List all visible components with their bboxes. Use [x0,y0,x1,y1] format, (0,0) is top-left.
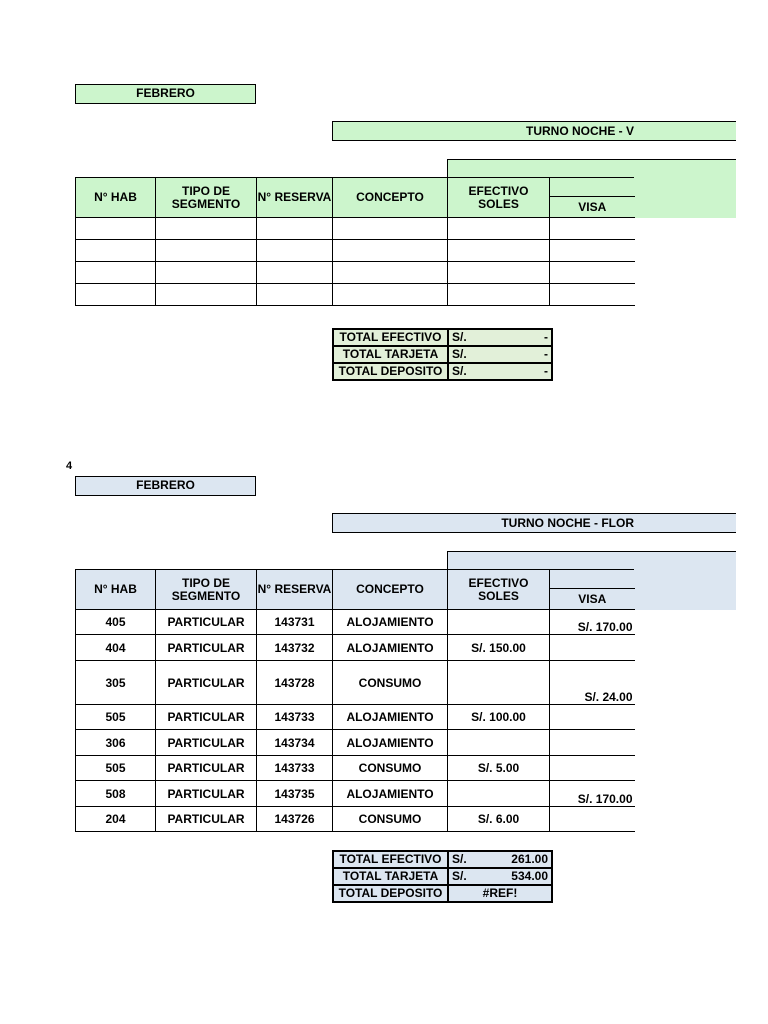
cell-hab [76,284,156,306]
cell-hab [76,240,156,262]
cell-visa [550,756,635,781]
cell-hab: 508 [76,781,156,807]
table-row [76,705,635,730]
header-visa: VISA [550,197,635,218]
cell-efectivo: S/. 5.00 [448,756,550,781]
total-row [333,885,552,902]
table-row [76,262,635,284]
cell-efectivo [448,240,550,262]
total-amount: - [544,364,548,378]
header-efectivo: EFECTIVO SOLES [448,178,550,218]
total-value [448,868,552,885]
cell-concepto: CONSUMO [333,661,448,705]
cell-tipo: PARTICULAR [156,610,257,635]
total-label: TOTAL TARJETA [333,868,448,885]
cell-reserva: 143734 [257,730,333,756]
cell-tipo: PARTICULAR [156,756,257,781]
header-hab: N° HAB [76,178,156,218]
cell-concepto [333,284,448,306]
header-reserva: N° RESERVA [257,178,333,218]
cell-concepto [333,240,448,262]
total-currency: S/. [452,364,467,378]
table-row [76,284,635,306]
cell-concepto: ALOJAMIENTO [333,705,448,730]
cell-concepto: ALOJAMIENTO [333,781,448,807]
cell-tipo: PARTICULAR [156,661,257,705]
cell-hab: 306 [76,730,156,756]
total-row [333,868,552,885]
cell-tipo: PARTICULAR [156,705,257,730]
cell-efectivo: S/. 6.00 [448,807,550,832]
total-label: TOTAL EFECTIVO [333,329,448,346]
turno-title: TURNO NOCHE - V [526,124,634,138]
cell-concepto [333,218,448,240]
header-tipo: TIPO DE SEGMENTO [156,570,257,610]
cell-tipo [156,284,257,306]
cell-visa [550,240,635,262]
cell-visa: S/. 170.00 [550,610,635,635]
cell-tipo [156,218,257,240]
total-amount: #REF! [482,886,518,900]
cell-hab: 505 [76,705,156,730]
cell-visa [550,807,635,832]
month-label: FEBRERO [75,476,256,496]
month-label: FEBRERO [75,84,256,104]
table-row [76,730,635,756]
cell-reserva: 143728 [257,661,333,705]
header-hab: N° HAB [76,570,156,610]
transactions-table [75,177,635,306]
cell-reserva: 143733 [257,705,333,730]
cell-efectivo [448,730,550,756]
cell-tipo: PARTICULAR [156,781,257,807]
turno-banner [332,121,736,141]
header-efectivo: EFECTIVO SOLES [448,570,550,610]
cell-reserva [257,262,333,284]
transactions-table [75,569,635,832]
total-label: TOTAL DEPOSITO [333,363,448,380]
cell-reserva [257,218,333,240]
cell-visa [550,284,635,306]
total-currency: S/. [452,347,467,361]
cell-tipo: PARTICULAR [156,730,257,756]
total-value [448,346,552,363]
cell-tipo: PARTICULAR [156,635,257,661]
cell-hab [76,262,156,284]
table-row [76,218,635,240]
totals-table [332,328,553,381]
total-label: TOTAL EFECTIVO [333,851,448,868]
table-row [76,635,635,661]
table-row [76,661,635,705]
table-row [76,240,635,262]
totals-table [332,850,553,903]
cell-hab: 204 [76,807,156,832]
total-currency: S/. [452,869,467,883]
cell-tipo [156,240,257,262]
cell-concepto: ALOJAMIENTO [333,730,448,756]
header-visa-top [550,570,635,589]
table-row [76,807,635,832]
cell-reserva: 143735 [257,781,333,807]
cell-concepto: ALOJAMIENTO [333,610,448,635]
cell-efectivo [448,781,550,807]
total-row [333,329,552,346]
header-tipo: TIPO DE SEGMENTO [156,178,257,218]
cell-visa [550,705,635,730]
page-number: 4 [66,460,73,472]
cell-efectivo [448,610,550,635]
table-row [76,781,635,807]
cell-hab [76,218,156,240]
cell-reserva: 143733 [257,756,333,781]
cell-efectivo: S/. 150.00 [448,635,550,661]
cell-efectivo [448,218,550,240]
header-visa: VISA [550,589,635,610]
total-value [448,363,552,380]
cell-efectivo [448,262,550,284]
total-value [448,851,552,868]
total-value [448,329,552,346]
header-reserva: N° RESERVA [257,570,333,610]
cell-visa [550,635,635,661]
turno-banner [332,513,736,533]
total-amount: 261.00 [511,852,548,866]
cell-efectivo [448,661,550,705]
total-value [448,885,552,902]
total-row [333,851,552,868]
header-concepto: CONCEPTO [333,178,448,218]
cell-visa [550,262,635,284]
cell-reserva: 143732 [257,635,333,661]
cell-efectivo [448,284,550,306]
cell-visa: S/. 170.00 [550,781,635,807]
cell-reserva: 143731 [257,610,333,635]
total-amount: - [544,347,548,361]
total-row [333,346,552,363]
total-row [333,363,552,380]
cell-visa [550,218,635,240]
cell-hab: 405 [76,610,156,635]
header-concepto: CONCEPTO [333,570,448,610]
cell-concepto [333,262,448,284]
table-row [76,610,635,635]
header-visa-top [550,178,635,197]
total-label: TOTAL DEPOSITO [333,885,448,902]
cell-concepto: ALOJAMIENTO [333,635,448,661]
cell-reserva [257,240,333,262]
cell-reserva: 143726 [257,807,333,832]
total-currency: S/. [452,852,467,866]
table-row [76,756,635,781]
cell-hab: 505 [76,756,156,781]
cell-reserva [257,284,333,306]
turno-title: TURNO NOCHE - FLOR [501,516,634,530]
total-amount: 534.00 [511,869,548,883]
total-currency: S/. [452,330,467,344]
total-amount: - [544,330,548,344]
cell-concepto: CONSUMO [333,807,448,832]
cell-visa: S/. 24.00 [550,661,635,705]
cell-hab: 404 [76,635,156,661]
cell-concepto: CONSUMO [333,756,448,781]
cell-hab: 305 [76,661,156,705]
cell-tipo: PARTICULAR [156,807,257,832]
cell-efectivo: S/. 100.00 [448,705,550,730]
total-label: TOTAL TARJETA [333,346,448,363]
cell-tipo [156,262,257,284]
cell-visa [550,730,635,756]
